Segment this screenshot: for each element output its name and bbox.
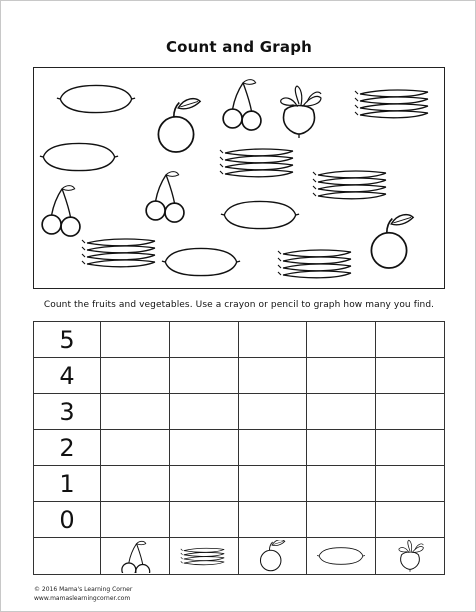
graph-row — [34, 502, 445, 538]
row-label: 2 — [34, 430, 101, 466]
green-beans-icon — [82, 239, 155, 267]
graph-cell[interactable] — [376, 322, 445, 358]
empty-corner-cell — [34, 538, 101, 575]
green-beans-icon — [220, 149, 293, 177]
lemon-icon — [57, 85, 135, 112]
beet-icon — [281, 86, 321, 138]
peach-icon — [255, 540, 289, 572]
cherries-icon — [146, 172, 184, 222]
graph-cell[interactable] — [101, 358, 170, 394]
lemon-icon — [40, 143, 118, 170]
graph-cell[interactable] — [238, 394, 307, 430]
graph-cell[interactable] — [169, 502, 238, 538]
graph-icon-row — [34, 538, 445, 575]
graph-cell[interactable] — [307, 430, 376, 466]
graph-cell[interactable] — [101, 466, 170, 502]
graph-row — [34, 358, 445, 394]
green-beans-icon — [355, 90, 428, 118]
green-beans-icon — [179, 541, 229, 571]
row-label: 1 — [34, 466, 101, 502]
graph-cell[interactable] — [169, 394, 238, 430]
row-label: 3 — [34, 394, 101, 430]
graph-cell[interactable] — [101, 322, 170, 358]
column-lemon — [307, 538, 376, 575]
green-beans-icon — [278, 250, 351, 278]
graph-cell[interactable] — [101, 430, 170, 466]
graph-cell[interactable] — [376, 430, 445, 466]
instruction-text: Count the fruits and vegetables. Use a crayon or pencil to graph how many you find. — [43, 300, 435, 310]
graph-cell[interactable] — [376, 358, 445, 394]
graph-row — [34, 466, 445, 502]
website-text: www.mamaslearningcorner.com — [34, 595, 131, 602]
graph-cell[interactable] — [376, 502, 445, 538]
graph-row — [34, 394, 445, 430]
peach-icon — [158, 99, 200, 152]
page-title: Count and Graph — [165, 38, 313, 56]
row-label: 4 — [34, 358, 101, 394]
graph-cell[interactable] — [238, 430, 307, 466]
cherries-icon — [223, 80, 261, 130]
column-cherries — [101, 538, 170, 575]
row-label: 5 — [34, 322, 101, 358]
fruit-vegetable-picture — [33, 67, 445, 289]
green-beans-icon — [313, 171, 386, 199]
graph-grid — [33, 321, 445, 575]
peach-icon — [371, 215, 413, 268]
graph-cell[interactable] — [169, 466, 238, 502]
graph-cell[interactable] — [307, 322, 376, 358]
graph-cell[interactable] — [307, 502, 376, 538]
graph-cell[interactable] — [238, 502, 307, 538]
graph-row — [34, 322, 445, 358]
row-label: 0 — [34, 502, 101, 538]
cherries-icon — [42, 186, 80, 236]
beet-icon — [392, 539, 428, 573]
graph-cell[interactable] — [238, 358, 307, 394]
graph-cell[interactable] — [307, 394, 376, 430]
graph-cell[interactable] — [307, 466, 376, 502]
copyright-text: © 2016 Mama's Learning Corner — [34, 586, 133, 593]
graph-cell[interactable] — [238, 466, 307, 502]
lemon-icon — [162, 248, 240, 275]
column-beet — [376, 538, 445, 575]
graph-cell[interactable] — [169, 358, 238, 394]
graph-cell[interactable] — [169, 430, 238, 466]
graph-row — [34, 430, 445, 466]
lemon-icon — [221, 201, 299, 228]
graph-cell[interactable] — [376, 394, 445, 430]
graph-cell[interactable] — [307, 358, 376, 394]
column-green-beans — [169, 538, 238, 575]
lemon-icon — [316, 544, 366, 568]
graph-cell[interactable] — [376, 466, 445, 502]
graph-cell[interactable] — [101, 502, 170, 538]
column-peach — [238, 538, 307, 575]
graph-cell[interactable] — [238, 322, 307, 358]
graph-cell[interactable] — [101, 394, 170, 430]
cherries-icon — [115, 539, 155, 573]
graph-cell[interactable] — [169, 322, 238, 358]
footer — [34, 585, 132, 603]
